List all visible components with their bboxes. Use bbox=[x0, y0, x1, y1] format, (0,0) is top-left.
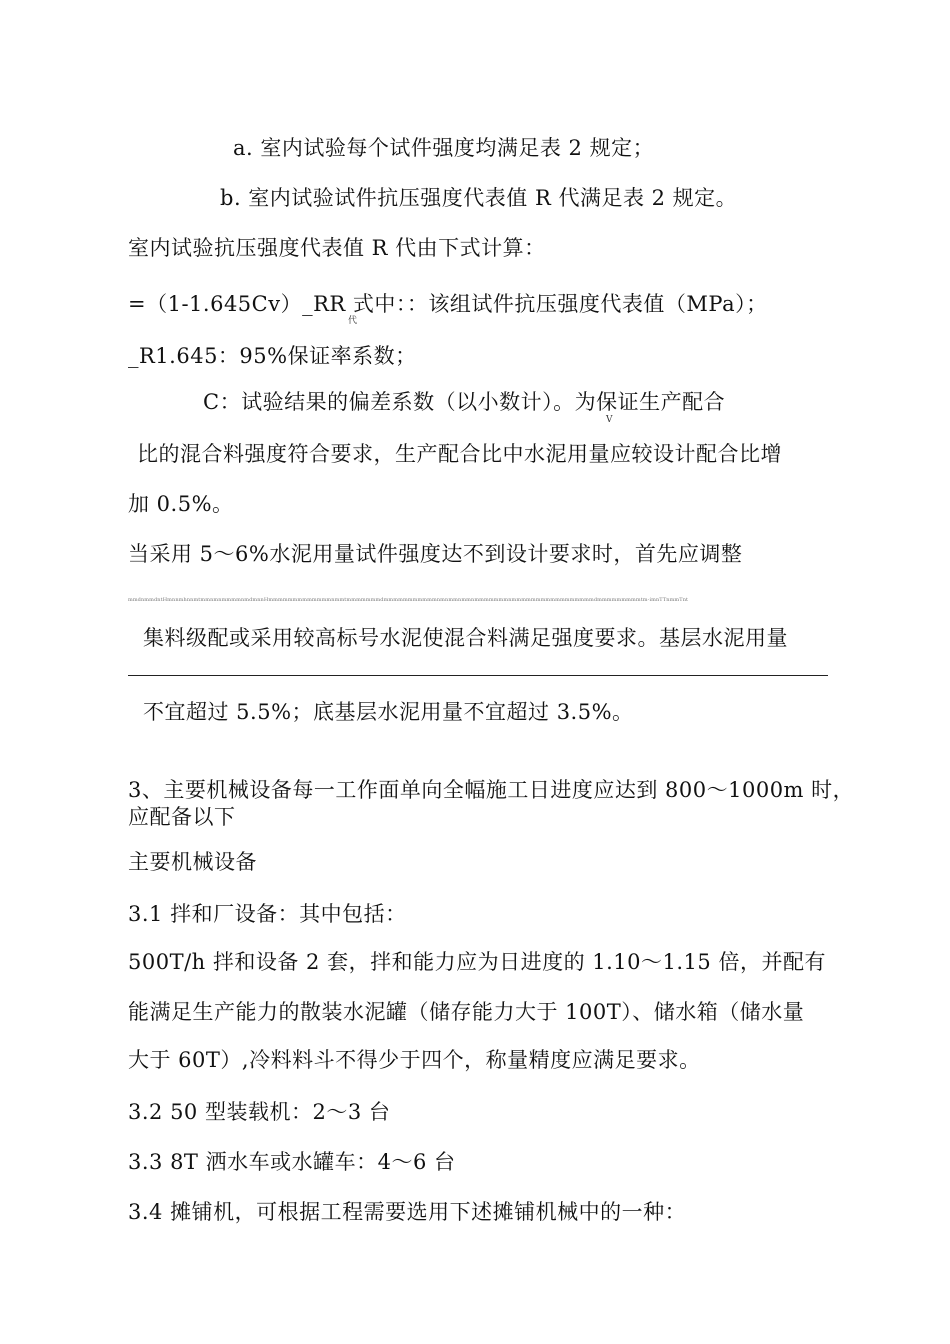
noise-text-strip: mmdnmmdntHmnnmhnnmtmmnmnmmmmnmdmnnHmmmmmmmmmmmmmnmmtmmmmmmmdmmmmmmmmmmmnmnmmnmmnmmmmmmmnmmmmmmmmmmmmmmmmmdmmmmmmmmmtm-imnTTnmmTnt bbox=[128, 597, 689, 603]
item-3-2: 3.2 50 型装载机：2〜3 台 bbox=[128, 1100, 391, 1124]
subscript-v: V bbox=[606, 415, 613, 425]
text-line-b: b. 室内试验试件抗压强度代表值 R 代满足表 2 规定。 bbox=[220, 186, 738, 210]
horizontal-rule bbox=[128, 675, 828, 676]
subscript-dai: 代 bbox=[348, 316, 358, 326]
text-line-hopper: 大于 60T）,冷料料斗不得少于四个，称量精度应满足要求。 bbox=[128, 1048, 701, 1072]
section-3-heading-cont: 应配备以下 bbox=[128, 805, 236, 829]
item-3-3: 3.3 8T 洒水车或水罐车：4〜6 台 bbox=[128, 1150, 456, 1174]
text-line-aggregate: 集料级配或采用较高标号水泥使混合料满足强度要求。基层水泥用量 bbox=[143, 626, 788, 650]
text-line-deviation: C：试验结果的偏差系数（以小数计）。为保证生产配合 bbox=[203, 390, 726, 414]
section-3-heading: 3、主要机械设备每一工作面单向全幅施工日进度应达到 800〜1000m 时， bbox=[128, 778, 855, 802]
text-line-mixing-plant: 500T/h 拌和设备 2 套，拌和能力应为日进度的 1.10〜1.15 倍，并配有 bbox=[128, 950, 826, 974]
text-line-cement-dosage: 当采用 5〜6%水泥用量试件强度达不到设计要求时，首先应调整 bbox=[128, 542, 743, 566]
item-3-1: 3.1 拌和厂设备：其中包括： bbox=[128, 902, 407, 926]
text-line-mix-ratio: 比的混合料强度符合要求，生产配合比中水泥用量应较设计配合比增 bbox=[137, 442, 782, 466]
text-line-formula: =（1-1.645Cv）_RR 式中：：该组试件抗压强度代表值（MPa）； bbox=[128, 292, 768, 316]
text-line-increase: 加 0.5%。 bbox=[128, 492, 234, 516]
text-line-main-equipment: 主要机械设备 bbox=[128, 850, 257, 874]
text-line-cement-tank: 能满足生产能力的散装水泥罐（储存能力大于 100T）、储水箱（储水量 bbox=[128, 1000, 805, 1024]
text-line-limits: 不宜超过 5.5%；底基层水泥用量不宜超过 3.5%。 bbox=[143, 700, 634, 724]
text-line-coefficient: _R1.645：95%保证率系数； bbox=[128, 344, 417, 368]
item-3-4: 3.4 摊铺机，可根据工程需要选用下述摊铺机械中的一种： bbox=[128, 1200, 687, 1224]
text-line-a: a. 室内试验每个试件强度均满足表 2 规定； bbox=[233, 136, 655, 160]
text-line-formula-intro: 室内试验抗压强度代表值 R 代由下式计算： bbox=[128, 236, 546, 260]
